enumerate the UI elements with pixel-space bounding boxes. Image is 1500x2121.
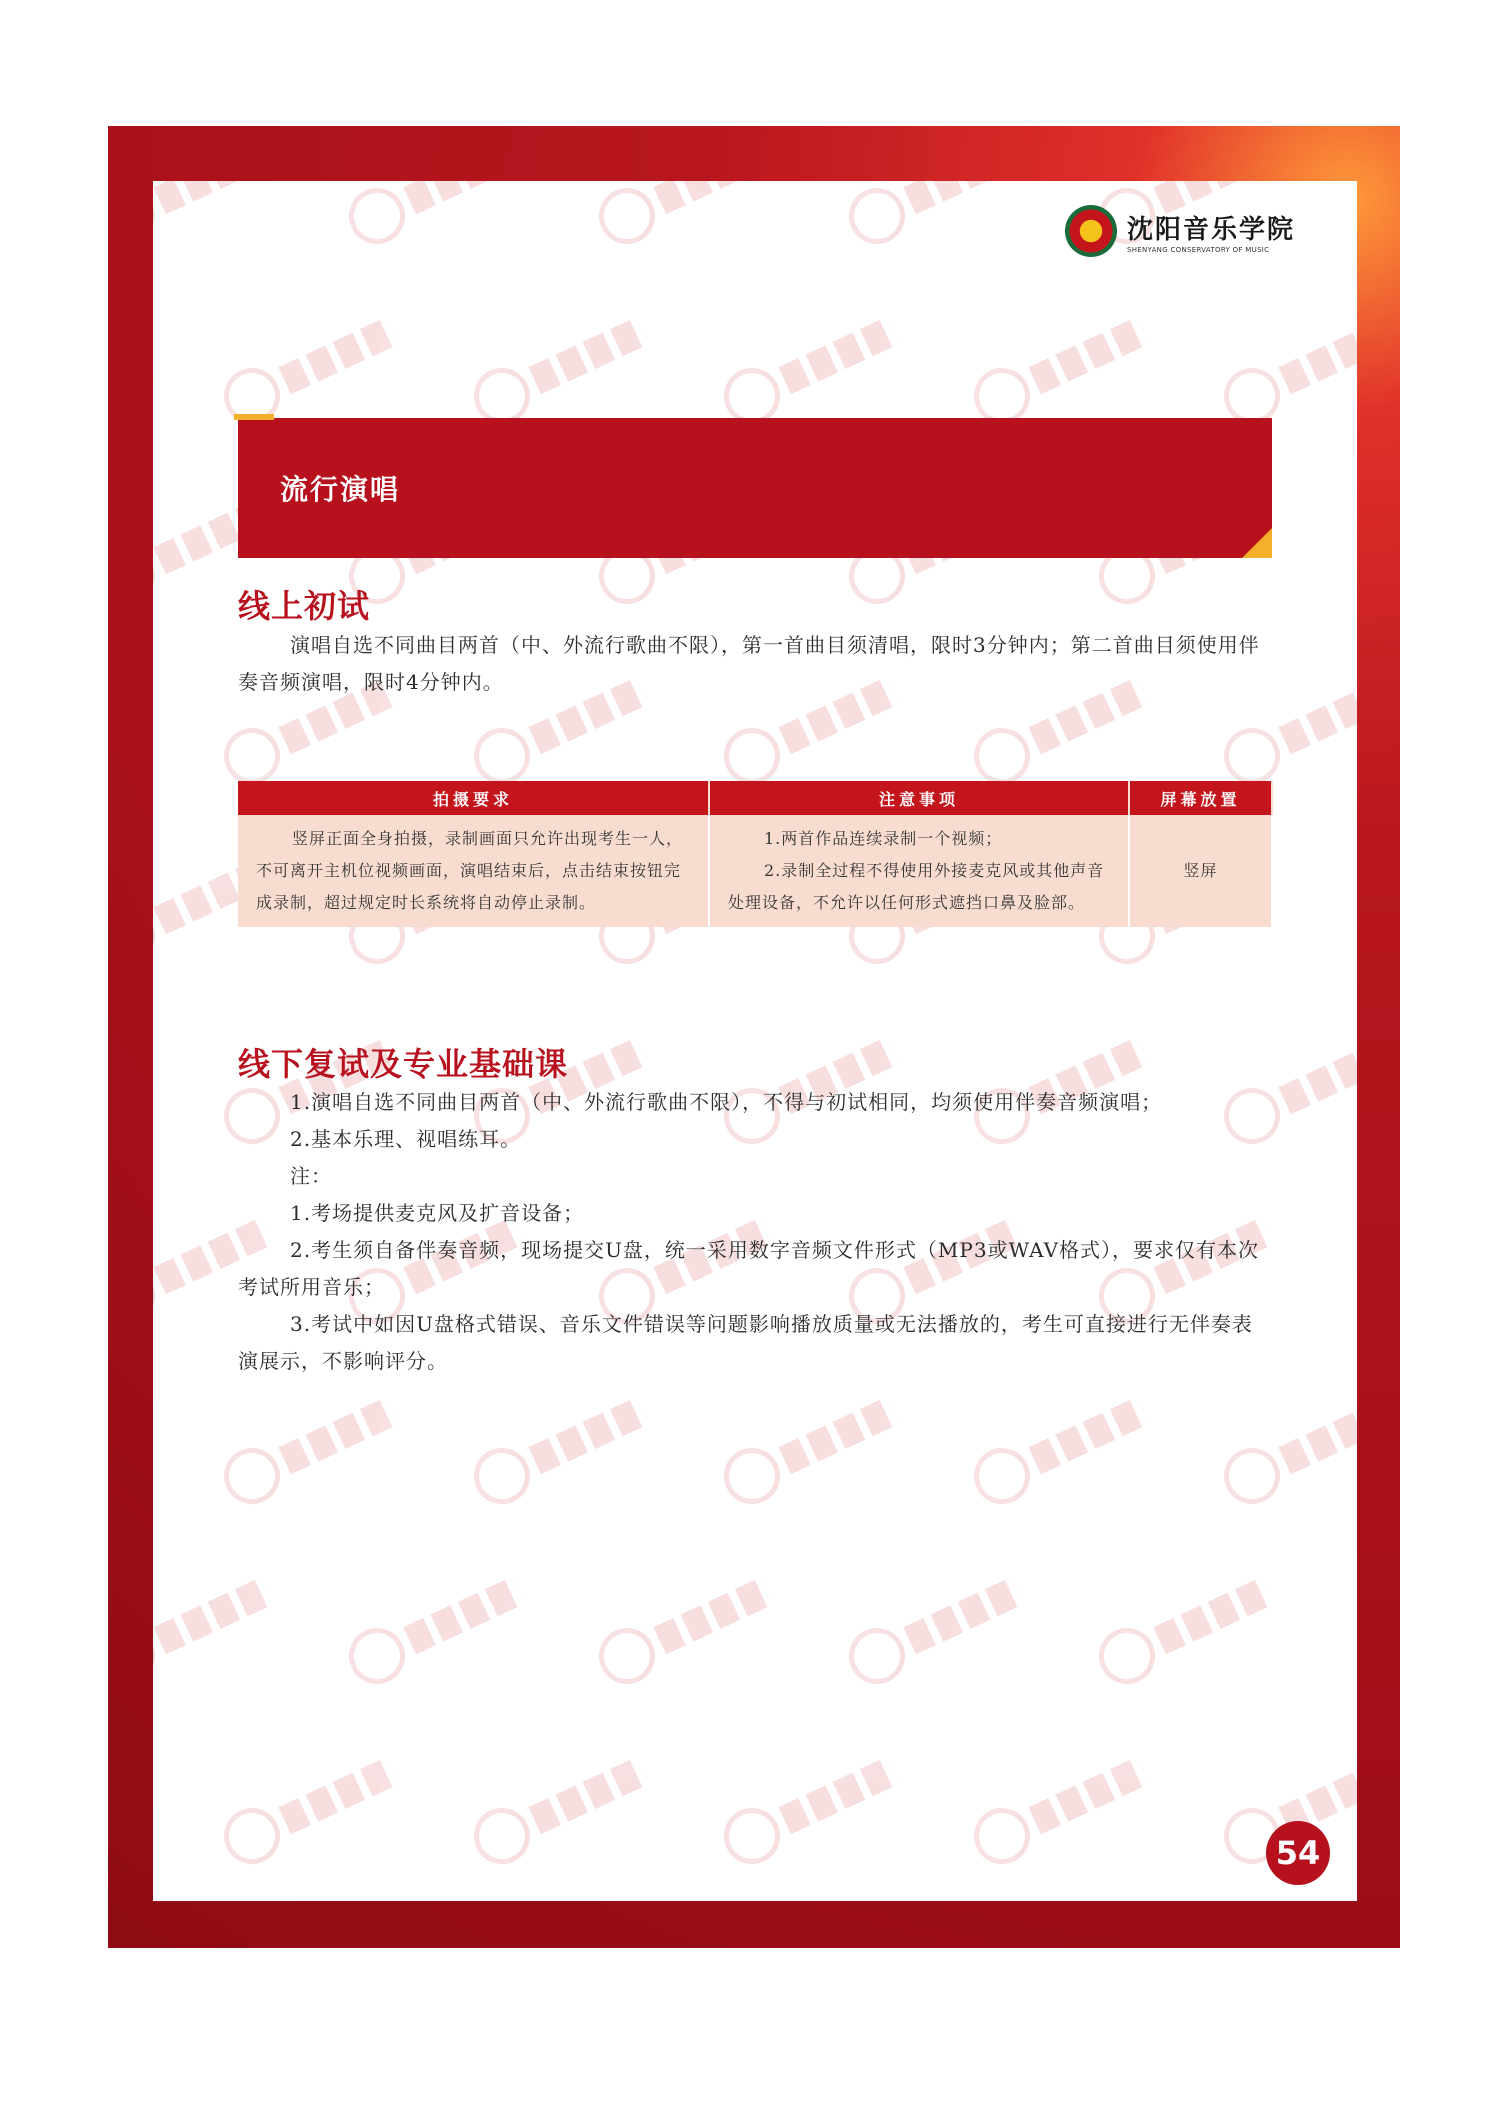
table-cell-screen: 竖屏 — [1129, 815, 1272, 927]
watermark-seal-icon — [153, 1565, 280, 1694]
offline-heading: 线下复试及专业基础课 — [238, 1045, 569, 1083]
table-header-screen: 屏幕放置 — [1129, 781, 1272, 815]
online-paragraph: 演唱自选不同曲目两首（中、外流行歌曲不限），第一首曲目须清唱，限时3分钟内；第二首曲目须使用伴奏音频演唱，限时4分钟内。 — [238, 633, 1260, 694]
watermark-seal-icon — [590, 181, 780, 253]
watermark-seal-icon — [1090, 1565, 1280, 1694]
offline-text — [238, 1084, 1272, 1380]
page-sheet — [153, 181, 1357, 1901]
offline-line: 1.演唱自选不同曲目两首（中、外流行歌曲不限），不得与初试相同，均须使用伴奏音频演唱； — [290, 1090, 1163, 1114]
page-frame — [108, 126, 1400, 1948]
offline-line: 3.考试中如因U盘格式错误、音乐文件错误等问题影响播放质量或无法播放的，考生可直接进行无伴奏表演展示，不影响评分。 — [238, 1312, 1253, 1373]
section-banner — [238, 418, 1272, 558]
watermark-seal-icon — [965, 1745, 1155, 1874]
watermark-seal-icon — [153, 181, 280, 253]
watermark-seal-icon — [465, 305, 655, 434]
school-name: 沈阳音乐学院 — [1127, 214, 1296, 245]
school-name-en: SHENYANG CONSERVATORY OF MUSIC — [1127, 245, 1270, 254]
table-cell-shooting: 竖屏正面全身拍摄，录制画面只允许出现考生一人，不可离开主机位视频画面，演唱结束后，点击结束按钮完成录制，超过规定时长系统将自动停止录制。 — [238, 815, 709, 927]
online-text — [238, 627, 1272, 701]
school-logo — [1065, 205, 1295, 257]
school-seal-icon — [1065, 205, 1117, 257]
page-number: 54 — [1266, 1821, 1330, 1885]
watermark-seal-icon — [215, 1385, 405, 1514]
watermark-seal-icon — [465, 1385, 655, 1514]
watermark-seal-icon — [715, 305, 905, 434]
watermark-seal-icon — [715, 1385, 905, 1514]
watermark-seal-icon — [340, 1565, 530, 1694]
watermark-seal-icon — [840, 181, 1030, 253]
offline-line: 1.考场提供麦克风及扩音设备； — [290, 1201, 585, 1225]
watermark-seal-icon — [840, 1565, 1030, 1694]
watermark-seal-icon — [965, 305, 1155, 434]
requirements-table — [238, 781, 1273, 927]
offline-line: 注： — [290, 1164, 332, 1188]
watermark-seal-icon — [215, 1745, 405, 1874]
watermark-seal-icon — [590, 1565, 780, 1694]
table-header-shooting: 拍摄要求 — [238, 781, 709, 815]
watermark-seal-icon — [340, 181, 530, 253]
table-cell-notes: 1.两首作品连续录制一个视频； 2.录制全过程不得使用外接麦克风或其他声音处理设备，不允许以任何形式遮挡口鼻及脸部。 — [709, 815, 1129, 927]
watermark-seal-icon — [715, 1745, 905, 1874]
table-header-notes: 注意事项 — [709, 781, 1129, 815]
watermark-seal-icon — [965, 1385, 1155, 1514]
offline-line: 2.考生须自备伴奏音频，现场提交U盘，统一采用数字音频文件形式（MP3或WAV格式），要求仅有本次考试所用音乐； — [238, 1238, 1260, 1299]
watermark-seal-icon — [465, 1745, 655, 1874]
offline-line: 2.基本乐理、视唱练耳。 — [290, 1127, 522, 1151]
watermark-seal-icon — [1215, 305, 1357, 434]
watermark-seal-icon — [1215, 1385, 1357, 1514]
section-title: 流行演唱 — [280, 473, 401, 506]
online-heading: 线上初试 — [238, 587, 371, 625]
